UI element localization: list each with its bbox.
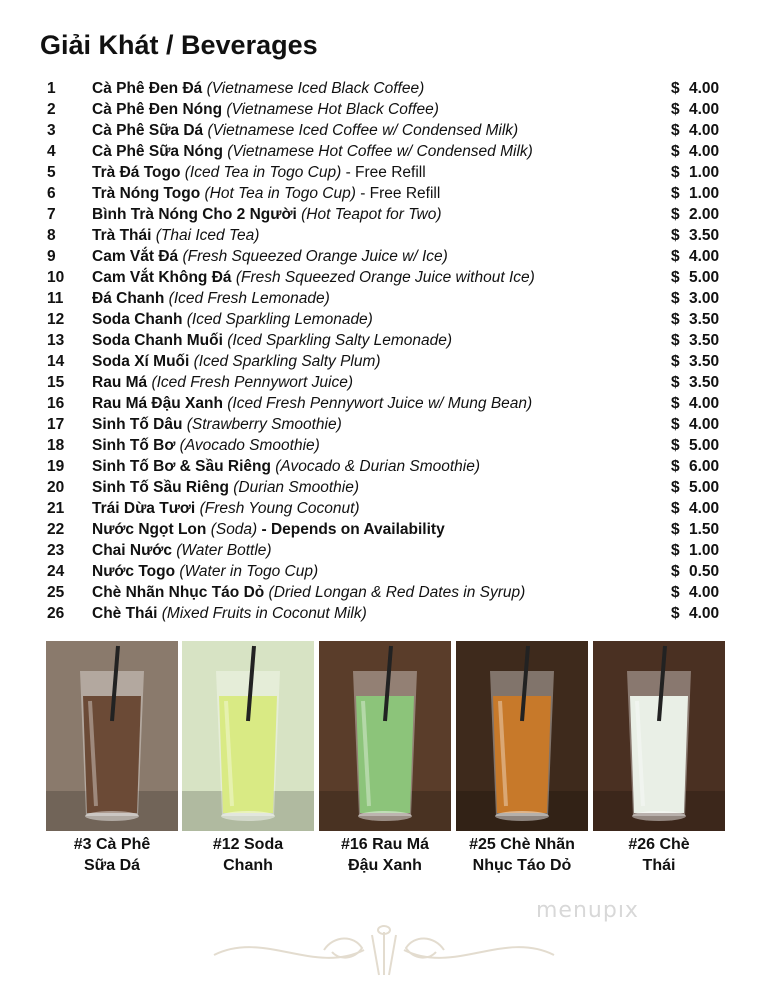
price-value: 4.00 <box>689 395 720 412</box>
item-price <box>671 288 719 309</box>
photo-caption <box>447 834 597 876</box>
price-value: 6.00 <box>689 458 720 475</box>
item-name-english: (Iced Fresh Pennywort Juice w/ Mung Bean) <box>227 395 533 412</box>
menu-item-row <box>0 120 768 141</box>
menu-item-row <box>0 246 768 267</box>
item-name-english: (Fresh Squeezed Orange Juice w/ Ice) <box>182 248 448 265</box>
item-name-english: (Iced Sparkling Lemonade) <box>186 311 373 328</box>
item-name-english: (Iced Fresh Lemonade) <box>168 290 330 307</box>
caption-line-2: Thái <box>642 857 676 874</box>
currency-symbol: $ <box>671 458 680 475</box>
currency-symbol: $ <box>671 521 680 538</box>
price-value: 4.00 <box>689 143 720 160</box>
item-price <box>671 477 719 498</box>
menu-item-row <box>0 519 768 540</box>
item-description <box>92 561 318 582</box>
price-value: 4.00 <box>689 416 720 433</box>
caption-line-1: #12 Soda <box>212 836 284 853</box>
caption-line-1: #26 Chè <box>628 836 690 853</box>
menu-item-row <box>0 162 768 183</box>
item-number: 13 <box>47 332 65 349</box>
item-number: 8 <box>47 227 56 244</box>
item-name-vietnamese: Nước Togo <box>92 563 176 580</box>
drink-glass-illustration <box>456 641 588 831</box>
menu-item-row <box>0 603 768 624</box>
item-description <box>92 225 259 246</box>
menu-item-row <box>0 561 768 582</box>
price-value: 5.00 <box>689 269 720 286</box>
item-number: 9 <box>47 248 56 265</box>
item-description <box>92 99 439 120</box>
photo-caption <box>173 834 323 876</box>
price-value: 5.00 <box>689 479 720 496</box>
item-name-english: (Avocado Smoothie) <box>179 437 320 454</box>
item-name-vietnamese: Sinh Tố Bơ <box>92 437 176 454</box>
drink-glass-illustration <box>182 641 314 831</box>
menu-item-row <box>0 78 768 99</box>
drink-glass-illustration <box>46 641 178 831</box>
item-number: 3 <box>47 122 56 139</box>
item-name-english: (Vietnamese Iced Coffee w/ Condensed Milk) <box>207 122 519 139</box>
price-value: 1.50 <box>689 521 720 538</box>
currency-symbol: $ <box>671 332 680 349</box>
item-number: 7 <box>47 206 56 223</box>
item-name-english: (Mixed Fruits in Coconut Milk) <box>161 605 367 622</box>
price-value: 2.00 <box>689 206 720 223</box>
currency-symbol: $ <box>671 227 680 244</box>
item-name-english: (Water in Togo Cup) <box>179 563 319 580</box>
item-number: 1 <box>47 80 56 97</box>
page-title: Giải Khát / Beverages <box>40 30 318 60</box>
item-name-vietnamese: Bình Trà Nóng Cho 2 Người <box>92 206 297 223</box>
menu-item-row <box>0 393 768 414</box>
item-name-english: (Strawberry Smoothie) <box>186 416 342 433</box>
item-number: 2 <box>47 101 56 118</box>
currency-symbol: $ <box>671 185 680 202</box>
menu-item-row <box>0 288 768 309</box>
item-name-vietnamese: Soda Chanh <box>92 311 183 328</box>
item-name-vietnamese: Cà Phê Đen Đá <box>92 80 203 97</box>
currency-symbol: $ <box>671 269 680 286</box>
item-number: 26 <box>47 605 65 622</box>
item-name-vietnamese: Cà Phê Sữa Nóng <box>92 143 223 160</box>
item-price <box>671 435 719 456</box>
caption-line-2: Nhục Táo Dỏ <box>472 857 572 874</box>
drink-photo <box>319 641 451 831</box>
menu-item-row <box>0 183 768 204</box>
item-name-vietnamese: Chè Thái <box>92 605 158 622</box>
item-name-vietnamese: Rau Má Đậu Xanh <box>92 395 223 412</box>
drink-photo <box>593 641 725 831</box>
item-name-vietnamese: Sinh Tố Sầu Riêng <box>92 479 229 496</box>
item-name-vietnamese: Soda Xí Muối <box>92 353 190 370</box>
item-price <box>671 204 719 225</box>
item-description <box>92 162 426 183</box>
menu-item-row <box>0 435 768 456</box>
item-number: 6 <box>47 185 56 202</box>
item-name-vietnamese: Sinh Tố Bơ & Sầu Riêng <box>92 458 271 475</box>
item-note: - Depends on Availability <box>257 521 445 538</box>
item-number: 4 <box>47 143 56 160</box>
price-value: 3.50 <box>689 227 720 244</box>
caption-line-2: Đậu Xanh <box>348 857 422 874</box>
item-name-english: (Iced Sparkling Salty Plum) <box>193 353 381 370</box>
item-price <box>671 78 719 99</box>
price-value: 3.50 <box>689 353 720 370</box>
menu-item-row <box>0 99 768 120</box>
item-number: 14 <box>47 353 65 370</box>
item-name-vietnamese: Trà Thái <box>92 227 152 244</box>
item-price <box>671 162 719 183</box>
item-name-english: (Dried Longan & Red Dates in Syrup) <box>268 584 526 601</box>
item-description <box>92 477 359 498</box>
menu-item-row <box>0 351 768 372</box>
item-price <box>671 540 719 561</box>
currency-symbol: $ <box>671 437 680 454</box>
watermark: menupıx <box>536 898 639 923</box>
menu-item-row <box>0 372 768 393</box>
menu-item-row <box>0 498 768 519</box>
item-number: 17 <box>47 416 65 433</box>
item-number: 20 <box>47 479 65 496</box>
price-value: 1.00 <box>689 164 720 181</box>
photo-caption <box>310 834 460 876</box>
price-value: 4.00 <box>689 500 720 517</box>
price-value: 4.00 <box>689 122 720 139</box>
item-name-english: (Iced Sparkling Salty Lemonade) <box>227 332 453 349</box>
price-value: 4.00 <box>689 80 720 97</box>
menu-item-row <box>0 267 768 288</box>
item-description <box>92 267 535 288</box>
item-price <box>671 372 719 393</box>
item-price <box>671 225 719 246</box>
item-name-english: (Avocado & Durian Smoothie) <box>275 458 481 475</box>
item-description <box>92 309 373 330</box>
menu-item-row <box>0 456 768 477</box>
item-number: 18 <box>47 437 65 454</box>
price-value: 4.00 <box>689 584 720 601</box>
item-price <box>671 120 719 141</box>
item-note: - Free Refill <box>341 164 426 181</box>
item-description <box>92 435 320 456</box>
decorative-flourish <box>204 920 564 980</box>
item-name-english: (Vietnamese Hot Coffee w/ Condensed Milk) <box>227 143 533 160</box>
currency-symbol: $ <box>671 206 680 223</box>
item-price <box>671 519 719 540</box>
currency-symbol: $ <box>671 374 680 391</box>
item-number: 16 <box>47 395 65 412</box>
caption-line-2: Chanh <box>223 857 273 874</box>
item-price <box>671 267 719 288</box>
menu-item-row <box>0 309 768 330</box>
item-name-english: (Soda) <box>210 521 258 538</box>
item-description <box>92 519 445 540</box>
caption-line-2: Sữa Dá <box>83 857 141 874</box>
item-description <box>92 330 452 351</box>
menu-item-row <box>0 330 768 351</box>
item-name-english: (Vietnamese Iced Black Coffee) <box>206 80 425 97</box>
item-name-english: (Fresh Squeezed Orange Juice without Ice) <box>235 269 535 286</box>
menu-item-row <box>0 141 768 162</box>
drink-glass-illustration <box>319 641 451 831</box>
item-price <box>671 582 719 603</box>
item-price <box>671 351 719 372</box>
item-description <box>92 351 381 372</box>
item-description <box>92 288 330 309</box>
item-name-english: (Hot Tea in Togo Cup) <box>204 185 356 202</box>
item-price <box>671 141 719 162</box>
item-price <box>671 309 719 330</box>
item-price <box>671 561 719 582</box>
currency-symbol: $ <box>671 542 680 559</box>
item-description <box>92 183 440 204</box>
item-name-english: (Vietnamese Hot Black Coffee) <box>226 101 439 118</box>
item-description <box>92 456 480 477</box>
drink-glass-illustration <box>593 641 725 831</box>
currency-symbol: $ <box>671 416 680 433</box>
item-description <box>92 498 360 519</box>
currency-symbol: $ <box>671 164 680 181</box>
item-number: 24 <box>47 563 65 580</box>
item-number: 12 <box>47 311 65 328</box>
item-name-vietnamese: Trà Nóng Togo <box>92 185 201 202</box>
item-number: 5 <box>47 164 56 181</box>
item-name-english: (Water Bottle) <box>176 542 272 559</box>
item-description <box>92 78 424 99</box>
item-number: 25 <box>47 584 65 601</box>
currency-symbol: $ <box>671 584 680 601</box>
item-price <box>671 99 719 120</box>
item-note: - Free Refill <box>355 185 441 202</box>
item-name-vietnamese: Cà Phê Sữa Dá <box>92 122 204 139</box>
item-name-vietnamese: Cam Vắt Không Đá <box>92 269 232 286</box>
currency-symbol: $ <box>671 122 680 139</box>
item-name-vietnamese: Nước Ngọt Lon <box>92 521 207 538</box>
price-value: 1.00 <box>689 542 720 559</box>
item-price <box>671 393 719 414</box>
item-description <box>92 246 448 267</box>
item-number: 22 <box>47 521 65 538</box>
currency-symbol: $ <box>671 290 680 307</box>
item-description <box>92 540 272 561</box>
item-description <box>92 372 353 393</box>
currency-symbol: $ <box>671 143 680 160</box>
price-value: 0.50 <box>689 563 720 580</box>
price-value: 1.00 <box>689 185 720 202</box>
currency-symbol: $ <box>671 311 680 328</box>
item-name-english: (Durian Smoothie) <box>233 479 360 496</box>
item-name-vietnamese: Rau Má <box>92 374 148 391</box>
menu-item-row <box>0 582 768 603</box>
currency-symbol: $ <box>671 101 680 118</box>
item-price <box>671 414 719 435</box>
item-description <box>92 582 525 603</box>
price-value: 3.50 <box>689 311 720 328</box>
item-price <box>671 603 719 624</box>
currency-symbol: $ <box>671 479 680 496</box>
item-price <box>671 183 719 204</box>
item-price <box>671 246 719 267</box>
item-name-vietnamese: Đá Chanh <box>92 290 165 307</box>
price-value: 4.00 <box>689 605 720 622</box>
item-description <box>92 204 442 225</box>
item-price <box>671 330 719 351</box>
item-number: 23 <box>47 542 65 559</box>
item-number: 10 <box>47 269 65 286</box>
menu-item-row <box>0 477 768 498</box>
item-name-vietnamese: Chè Nhãn Nhục Táo Dỏ <box>92 584 265 601</box>
item-number: 11 <box>47 290 64 307</box>
item-name-vietnamese: Chai Nước <box>92 542 172 559</box>
menu-item-row <box>0 204 768 225</box>
caption-line-1: #25 Chè Nhãn <box>469 836 575 853</box>
item-name-english: (Iced Fresh Pennywort Juice) <box>151 374 354 391</box>
drink-photo <box>182 641 314 831</box>
currency-symbol: $ <box>671 353 680 370</box>
currency-symbol: $ <box>671 395 680 412</box>
beverage-menu-list <box>0 78 768 624</box>
currency-symbol: $ <box>671 605 680 622</box>
price-value: 4.00 <box>689 101 720 118</box>
caption-line-1: #3 Cà Phê <box>73 836 151 853</box>
price-value: 5.00 <box>689 437 720 454</box>
drink-photo <box>46 641 178 831</box>
item-description <box>92 414 342 435</box>
caption-line-1: #16 Rau Má <box>340 836 430 853</box>
currency-symbol: $ <box>671 563 680 580</box>
price-value: 3.00 <box>689 290 720 307</box>
item-price <box>671 456 719 477</box>
photo-strip <box>46 641 726 831</box>
price-value: 3.50 <box>689 332 720 349</box>
item-description <box>92 120 518 141</box>
item-name-english: (Iced Tea in Togo Cup) <box>184 164 342 181</box>
currency-symbol: $ <box>671 80 680 97</box>
currency-symbol: $ <box>671 500 680 517</box>
item-description <box>92 393 532 414</box>
item-name-vietnamese: Soda Chanh Muối <box>92 332 223 349</box>
photo-caption <box>37 834 187 876</box>
item-name-vietnamese: Trái Dừa Tươi <box>92 500 196 517</box>
item-number: 19 <box>47 458 65 475</box>
currency-symbol: $ <box>671 248 680 265</box>
menu-item-row <box>0 225 768 246</box>
price-value: 3.50 <box>689 374 720 391</box>
item-description <box>92 603 367 624</box>
item-name-english: (Hot Teapot for Two) <box>301 206 442 223</box>
item-name-english: (Fresh Young Coconut) <box>199 500 360 517</box>
item-number: 21 <box>47 500 65 517</box>
menu-item-row <box>0 414 768 435</box>
item-number: 15 <box>47 374 65 391</box>
item-name-english: (Thai Iced Tea) <box>155 227 260 244</box>
item-name-vietnamese: Trà Đá Togo <box>92 164 181 181</box>
price-value: 4.00 <box>689 248 720 265</box>
item-description <box>92 141 533 162</box>
item-price <box>671 498 719 519</box>
photo-caption <box>584 834 734 876</box>
item-name-vietnamese: Cam Vắt Đá <box>92 248 179 265</box>
item-name-vietnamese: Sinh Tố Dâu <box>92 416 183 433</box>
drink-photo <box>456 641 588 831</box>
menu-item-row <box>0 540 768 561</box>
item-name-vietnamese: Cà Phê Đen Nóng <box>92 101 223 118</box>
